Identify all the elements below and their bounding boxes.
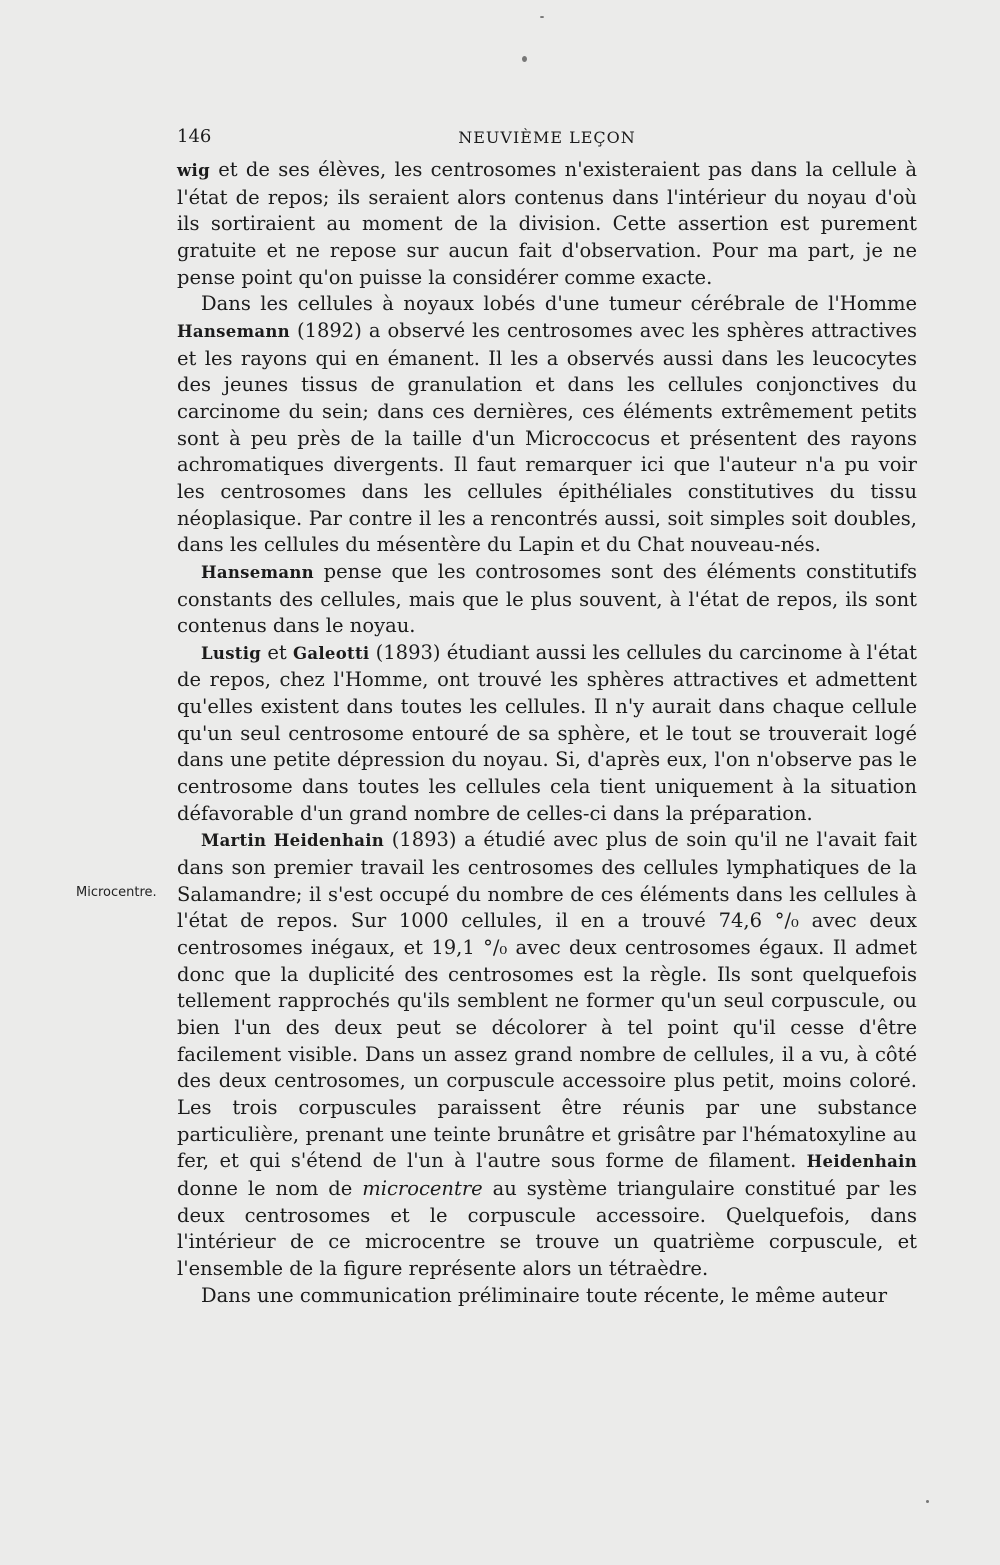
paragraph (177, 640, 917, 828)
italic-term: microcentre (362, 1176, 483, 1200)
text-run: et de ses élèves, les centrosomes n'existeraient pas dans la cellule à l'état de repos; ils seraient alors contenus dans l'intérieur du noyau d'où ils sortiraient au moment de la division. Cette assertion est purement gratuite et ne repose sur aucun fait d'observation. Pour ma part, je ne pense point qu'on puisse la considérer comme exacte. (177, 158, 917, 289)
author-name: Lustig (201, 643, 262, 663)
paragraph (177, 827, 917, 1282)
text-run: pense que les controsomes sont des éléments constitutifs constants des cellules, mais que le plus souvent, à l'état de repos, ils sont contenus dans le noyau. (177, 559, 917, 638)
paragraph (177, 157, 917, 291)
margin-note-microcentre: Microcentre. (76, 885, 157, 900)
paragraph (177, 1283, 917, 1310)
paragraph (177, 559, 917, 640)
scan-speck (926, 1500, 929, 1503)
text-run: donne le nom de (177, 1176, 363, 1200)
body-text (177, 157, 917, 1309)
author-name: Heidenhain (806, 1152, 917, 1172)
text-run: au système triangulaire constitué par les deux centrosomes et le corpuscule accessoire. Quelquefois, dans l'intérieur de ce microcentre se trouve un quatrième corpuscule, et l'ensemble de la figure représente alors un tétraèdre. (177, 1176, 918, 1280)
text-run: Dans les cellules à noyaux lobés d'une tumeur cérébrale de l'Homme (201, 292, 917, 316)
text-run: et (261, 640, 293, 664)
page-number: 146 (177, 126, 212, 147)
author-name: wig (177, 161, 210, 180)
scan-speck (522, 56, 527, 62)
text-run: (1893) a étudié avec plus de soin qu'il ne l'avait fait dans son premier travail les centrosomes des cellules lymphatiques de la Salamandre; il s'est occupé du nombre de ces éléments dans les cellules à l'état de repos. Sur 1000 cellules, il en a trouvé 74,6 °/₀ avec deux centrosomes inégaux, et 19,1 °/₀ avec deux centrosomes égaux. Il admet donc que la duplicité des centrosomes est la règle. Ils sont quelquefois tellement rapprochés qu'ils semblent ne former qu'un seul corpuscule, ou bien l'un des deux peut se décolorer à tel point qu'il cesse d'être facilement visible. Dans un assez grand nombre de cellules, il a vu, à côté des deux centrosomes, un corpuscule accessoire plus petit, moins coloré. Les trois corpuscules paraissent être réunis par une substance particulière, prenant une teinte brunâtre et grisâtre par l'hématoxyline au fer, et qui s'étend de l'un à l'autre sous forme de filament. (177, 828, 917, 1173)
scan-speck (540, 16, 544, 18)
text-run: Dans une communication préliminaire toute récente, le même auteur (201, 1283, 888, 1307)
page-header (177, 126, 917, 150)
author-name: Galeotti (292, 643, 370, 663)
paragraph (177, 291, 917, 559)
running-head: NEUVIÈME LEÇON (458, 128, 636, 147)
author-name: Martin Heidenhain (201, 831, 385, 851)
author-name: Hansemann (201, 562, 314, 582)
author-name: Hansemann (177, 321, 290, 341)
text-run: (1893) étudiant aussi les cellules du carcinome à l'état de repos, chez l'Homme, ont trouvé les sphères attractives et admettent qu'elles existent dans toutes les cellules. Il n'y aurait dans chaque cellule qu'un seul centrosome entouré de sa sphère, et le tout se trouverait logé dans une petite dépression du noyau. Si, d'après eux, l'on n'observe pas le centrosome dans toutes les cellules cela tient uniquement à la situation défavorable d'un grand nombre de celles-ci dans la préparation. (177, 640, 917, 825)
text-run: (1892) a observé les centrosomes avec les sphères attractives et les rayons qui en émanent. Il les a observés aussi dans les leucocytes des jeunes tissus de granulation et dans les cellules conjonctives du carcinome du sein; dans ces dernières, ces éléments extrêmement petits sont à peu près de la taille d'un Microccocus et présentent des rayons achromatiques divergents. Il faut remarquer ici que l'auteur n'a pu voir les centrosomes dans les cellules épithéliales constitutives du tissu néoplasique. Par contre il les a rencontrés aussi, soit simples soit doubles, dans les cellules du mésentère du Lapin et du Chat nouveau-nés. (177, 318, 917, 557)
